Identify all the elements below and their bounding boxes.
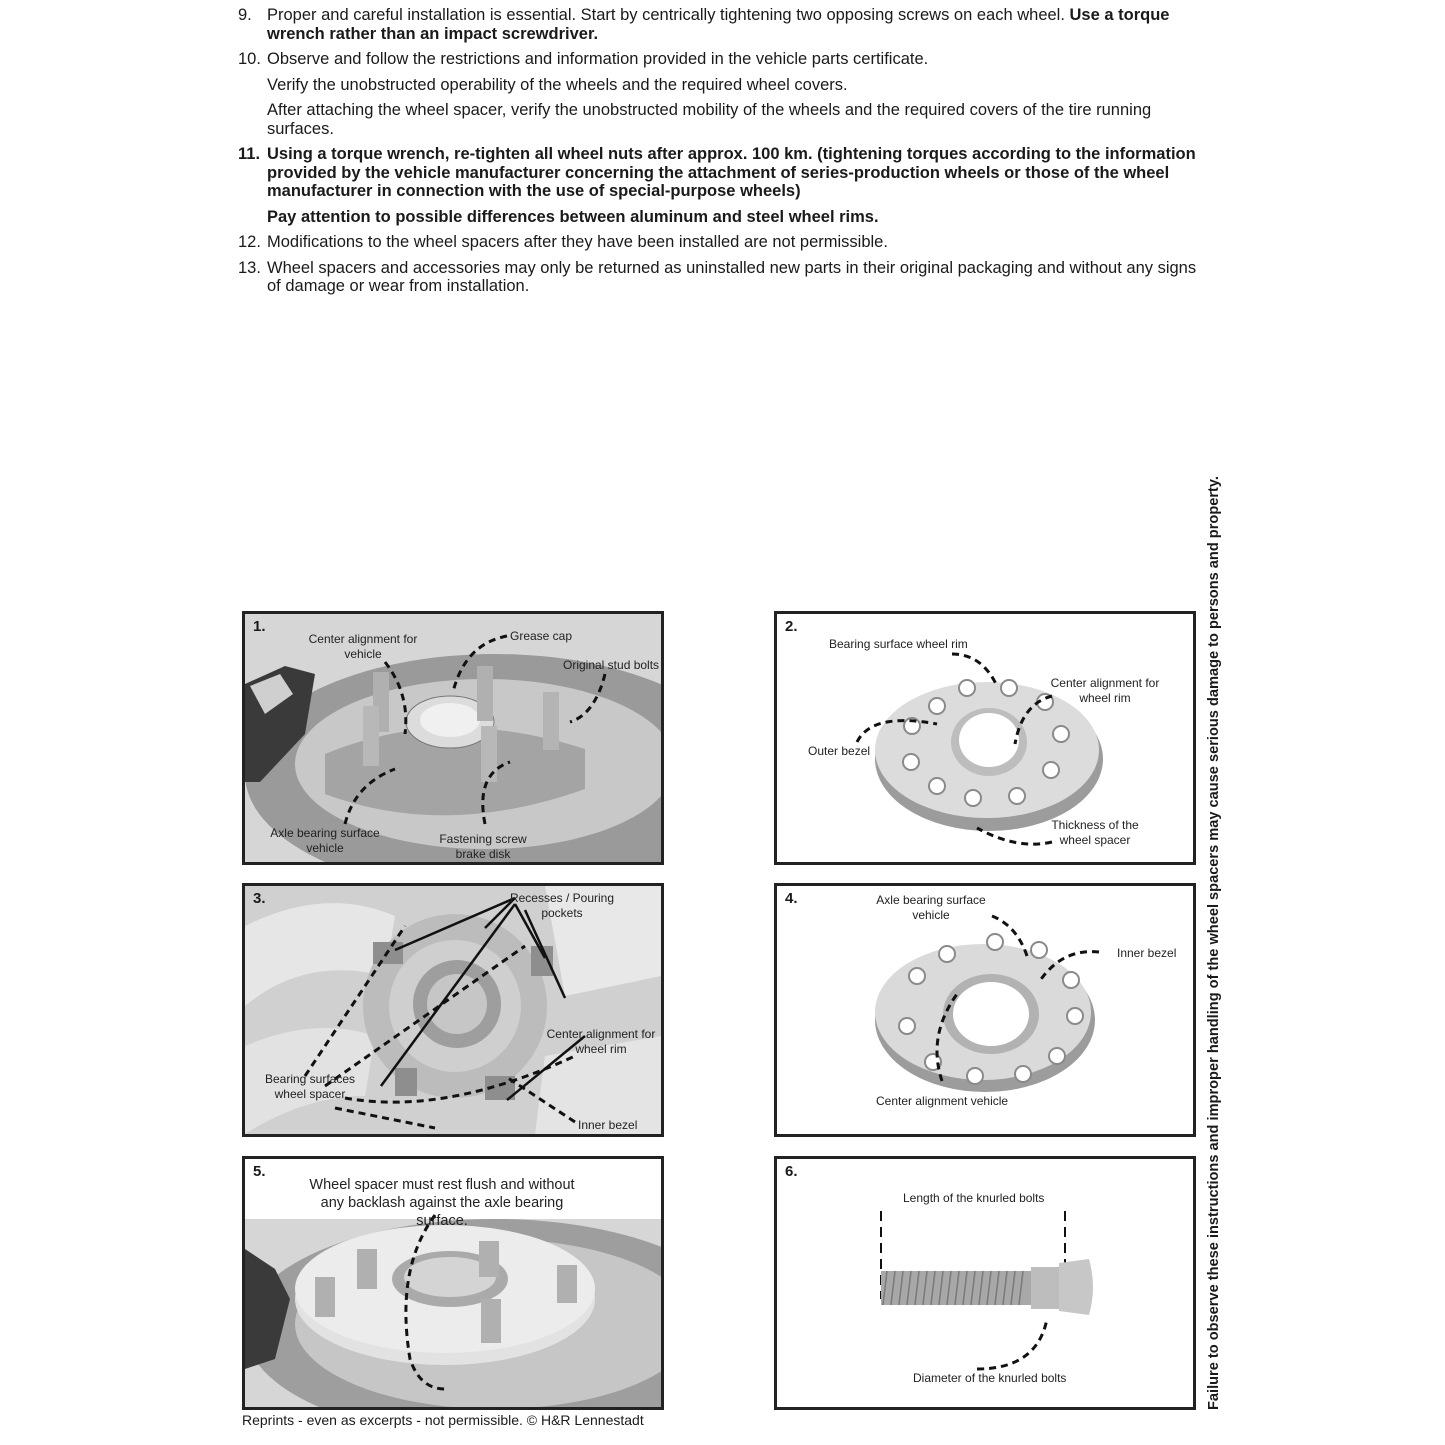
- instructions-list: [238, 6, 1203, 303]
- instruction-11-sub: Pay attention to possible differences between aluminum and steel wheel rims.: [267, 207, 879, 226]
- instruction-10-sub2: After attaching the wheel spacer, verify the unobstructed mobility of the wheels and the required covers of the tire running surfaces.: [267, 101, 1152, 138]
- label-inner-bezel: Inner bezel: [578, 1118, 638, 1132]
- instruction-10: 10. Observe and follow the restrictions and information provided in the vehicle parts certificate.: [238, 50, 929, 68]
- footer-copyright: Reprints - even as excerpts - not permissible. © H&R Lennestadt: [242, 1412, 644, 1428]
- instruction-13-text: Wheel spacers and accessories may only be returned as uninstalled new parts in their original packaging and without any signs of damage or wear from installation.: [267, 258, 1197, 295]
- instruction-12: 12. Modifications to the wheel spacers after they have been installed are not permissible.: [238, 233, 888, 251]
- instruction-11: 11. Using a torque wrench, re-tighten all wheel nuts after approx. 100 km. (tightening torques according to the information provided by the vehicle manufacturer concerning the attachment of series-production wheels or those of the wheel manufacturer in connection with the use of special-purpose wheels): [238, 145, 1203, 201]
- panel-5-spacer-mounted: 5. Wheel spacer must rest flush and without any backlash against the axle bearing surface.: [242, 1156, 664, 1410]
- label-rest-flush-note: Wheel spacer must rest flush and without any backlash against the axle bearing surface.: [309, 1177, 575, 1229]
- label-center-alignment-rim: Center alignment for wheel rim: [546, 1027, 656, 1056]
- label-outer-bezel: Outer bezel: [808, 744, 871, 758]
- instruction-9: 9. Proper and careful installation is essential. Start by centrically tightening two opposing screws on each wheel. Use a torque wrench rather than an impact screwdriver.: [238, 6, 1170, 43]
- label-fastening-screw: Fastening screw brake disk: [439, 832, 527, 861]
- side-warning: Failure to observe these instructions and improper handling of the wheel spacers may cause serious damage to persons and property.: [1206, 476, 1222, 1410]
- instruction-10-sub1: Verify the unobstructed operability of the wheels and the required wheel covers.: [267, 75, 848, 94]
- label-bearing-surface-rim: Bearing surface wheel rim: [829, 637, 968, 651]
- label-inner-bezel: Inner bezel: [1117, 946, 1177, 960]
- label-bearing-surfaces: Bearing surfaces wheel spacer: [264, 1072, 356, 1101]
- label-axle-bearing-surface: Axle bearing surface vehicle: [270, 826, 380, 855]
- label-recesses: Recesses / Pouring pockets: [509, 891, 615, 920]
- label-center-alignment-rim: Center alignment for wheel rim: [1050, 676, 1160, 705]
- instruction-11-text: Using a torque wrench, re-tighten all wheel nuts after approx. 100 km. (tightening torques according to the information provided by the vehicle manufacturer concerning the attachment of series-production wheels or those of the wheel manufacturer in connection with the use of special-purpose wheels): [267, 145, 1196, 200]
- panel-6-knurled-bolt: 6. Length of the knurled bolts Diameter of the knurled bolts: [774, 1156, 1196, 1410]
- panel-3-wheel-rim: 3. Recesses / Pouring pockets Center alignment for wheel rim Bearing surfaces wheel spacer Inner bezel: [242, 883, 664, 1137]
- label-axle-bearing-surface: Axle bearing surface vehicle: [876, 893, 986, 922]
- label-center-alignment-vehicle: Center alignment for vehicle: [308, 632, 418, 661]
- label-center-alignment-vehicle: Center alignment vehicle: [876, 1094, 1009, 1108]
- instruction-12-text: Modifications to the wheel spacers after they have been installed are not permissible.: [267, 233, 888, 251]
- label-thickness: Thickness of the wheel spacer: [1051, 818, 1139, 847]
- label-original-stud-bolts: Original stud bolts: [563, 658, 660, 672]
- instruction-10-text: Observe and follow the restrictions and information provided in the vehicle parts certificate.: [267, 50, 929, 68]
- label-grease-cap: Grease cap: [510, 629, 573, 643]
- instruction-9-bold: Use a torque wrench rather than an impact screwdriver.: [267, 6, 1170, 43]
- panel-1-hub-photo: 1. Center alignment for vehicle Grease cap Original stud bolts Axle bearing surface vehicle Fastening screw brake disk: [242, 611, 664, 865]
- panel-2-spacer-front: 2. Bearing surface wheel rim Center alignment for wheel rim Outer bezel Thickness of the wheel spacer: [774, 611, 1196, 865]
- label-bolt-diameter: Diameter of the knurled bolts: [913, 1371, 1067, 1385]
- label-bolt-length: Length of the knurled bolts: [903, 1191, 1045, 1205]
- instruction-9-text: Proper and careful installation is essential. Start by centrically tightening two opposing screws on each wheel.: [267, 6, 1070, 24]
- instruction-13: 13. Wheel spacers and accessories may only be returned as uninstalled new parts in their original packaging and without any signs of damage or wear from installation.: [238, 259, 1203, 296]
- panel-4-spacer-back: 4. Axle bearing surface vehicle Inner bezel Center alignment vehicle: [774, 883, 1196, 1137]
